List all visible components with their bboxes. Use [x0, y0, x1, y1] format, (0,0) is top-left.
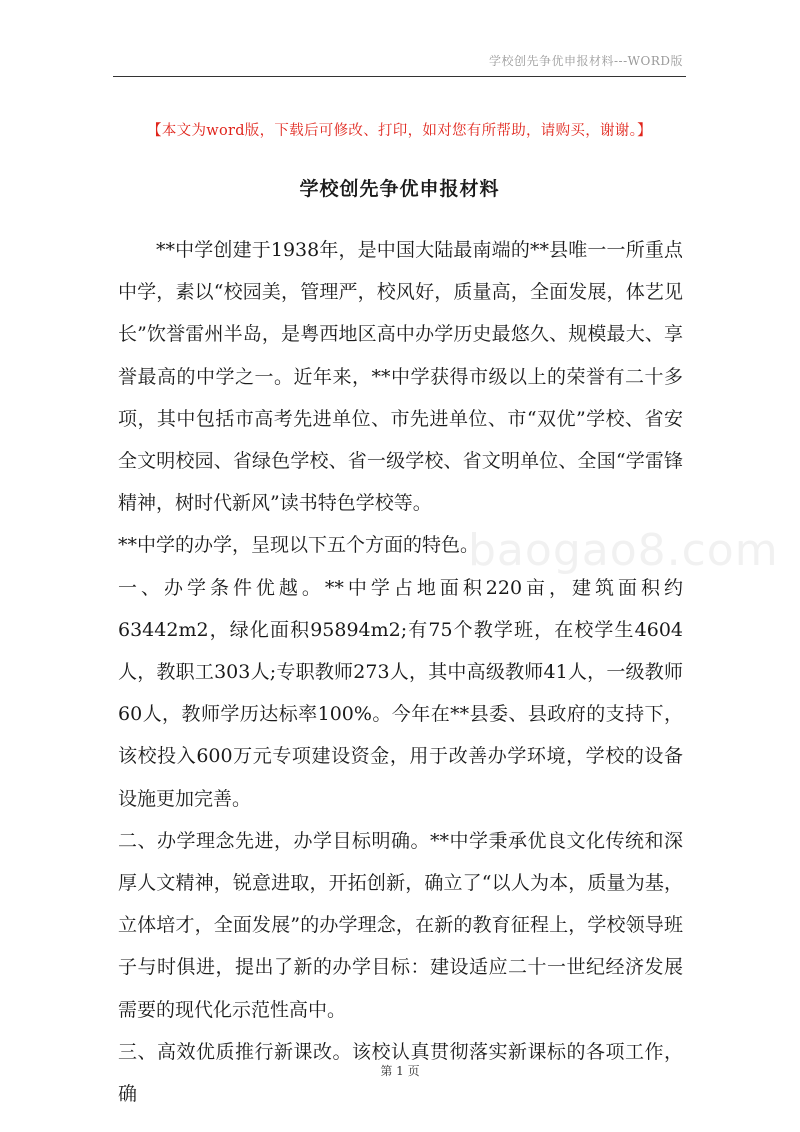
- paragraph-intro: **中学创建于1938年，是中国大陆最南端的**县唯一一所重点中学，素以“校园美，管理严，校风好，质量高，全面发展，体艺见长”饮誉雷州半岛，是粤西地区高中办学历史最悠久、规模最大、享誉最高的中学之一。近年来，**中学获得市级以上的荣誉有二十多项，其中包括市高考先进单位、市先进单位、市“双优”学校、省安全文明校园、省绿色学校、省一级学校、省文明单位、全国“学雷锋精神，树时代新风”读书特色学校等。: [118, 239, 683, 515]
- paragraph-feature-3: 三、高效优质推行新课改。该校认真贯彻落实新课标的各项工作，确: [118, 1040, 683, 1106]
- paragraph-feature-2: 二、办学理念先进，办学目标明确。**中学秉承优良文化传统和深厚人文精神，锐意进取，开拓创新，确立了“以人为本，质量为基，立体培才，全面发展”的办学理念，在新的教育征程上，学校领导班子与时俱进，提出了新的办学目标：建设适应二十一世纪经济发展需要的现代化示范性高中。: [118, 829, 683, 1021]
- header-text: 学校创先争优申报材料---WORD版: [489, 54, 683, 68]
- document-body: [118, 229, 683, 1115]
- document-title: 学校创先争优申报材料: [299, 178, 500, 200]
- watermark: baogao8.com: [468, 525, 779, 576]
- paragraph-feature-1: 一、办学条件优越。**中学占地面积220亩，建筑面积约63442m2，绿化面积95894m2;有75个教学班，在校学生4604人，教职工303人;专职教师273人，其中高级教师41人，一级教师60人，教师学历达标率100%。今年在**县委、县政府的支持下，该校投入600万元专项建设资金，用于改善办学环境，学校的设备设施更加完善。: [118, 576, 683, 810]
- paragraph-features-lead: **中学的办学，呈现以下五个方面的特色。: [118, 534, 480, 557]
- download-notice: 【本文为word版，下载后可修改、打印，如对您有所帮助，请购买，谢谢。】: [147, 123, 652, 139]
- page-number: 第 1 页: [380, 1064, 420, 1078]
- header-rule: [113, 76, 686, 77]
